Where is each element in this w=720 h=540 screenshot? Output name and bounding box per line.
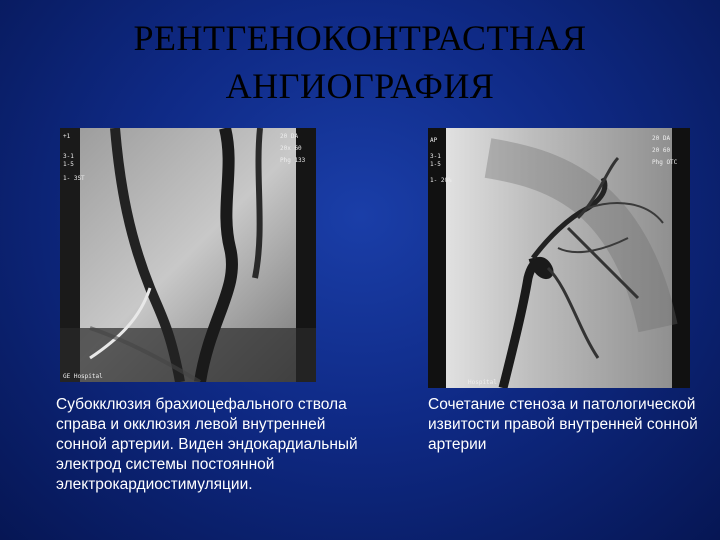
svg-text:GE Hospital: GE Hospital — [63, 373, 103, 380]
svg-text:20 DA: 20 DA — [652, 135, 671, 142]
angiogram-image-right — [428, 128, 690, 388]
svg-text:Phg 133: Phg 133 — [280, 157, 306, 164]
svg-text:Phg OTC: Phg OTC — [652, 159, 678, 166]
svg-text:3-1: 3-1 — [63, 153, 74, 160]
caption-right: Сочетание стеноза и патологической извитости правой внутренней сонной артерии — [428, 396, 698, 453]
svg-text:Hospital: Hospital — [468, 379, 497, 386]
svg-text:1- 20%: 1- 20% — [430, 177, 452, 184]
svg-text:AP: AP — [430, 137, 438, 144]
angiogram-image-left — [60, 128, 316, 382]
svg-text:1-5: 1-5 — [430, 161, 441, 168]
caption-left: Субокклюзия брахиоцефального ствола справа и окклюзия левой внутренней сонной артерии. Виден эндокардиальный электрод системы постоянной электрокардиостимуляции. — [56, 396, 358, 493]
svg-text:3-1: 3-1 — [430, 153, 441, 160]
svg-text:1-5: 1-5 — [63, 161, 74, 168]
slide-title — [0, 14, 720, 110]
svg-text:+1: +1 — [63, 133, 71, 140]
svg-text:20 DA: 20 DA — [280, 133, 299, 140]
svg-text:20x 60: 20x 60 — [280, 145, 302, 152]
slide-title-line-2: АНГИОГРАФИЯ — [225, 66, 495, 106]
slide-title-line-1: РЕНТГЕНОКОНТРАСТНАЯ — [133, 18, 587, 58]
svg-text:20 60: 20 60 — [652, 147, 671, 154]
svg-text:1- 3ST: 1- 3ST — [63, 175, 85, 182]
